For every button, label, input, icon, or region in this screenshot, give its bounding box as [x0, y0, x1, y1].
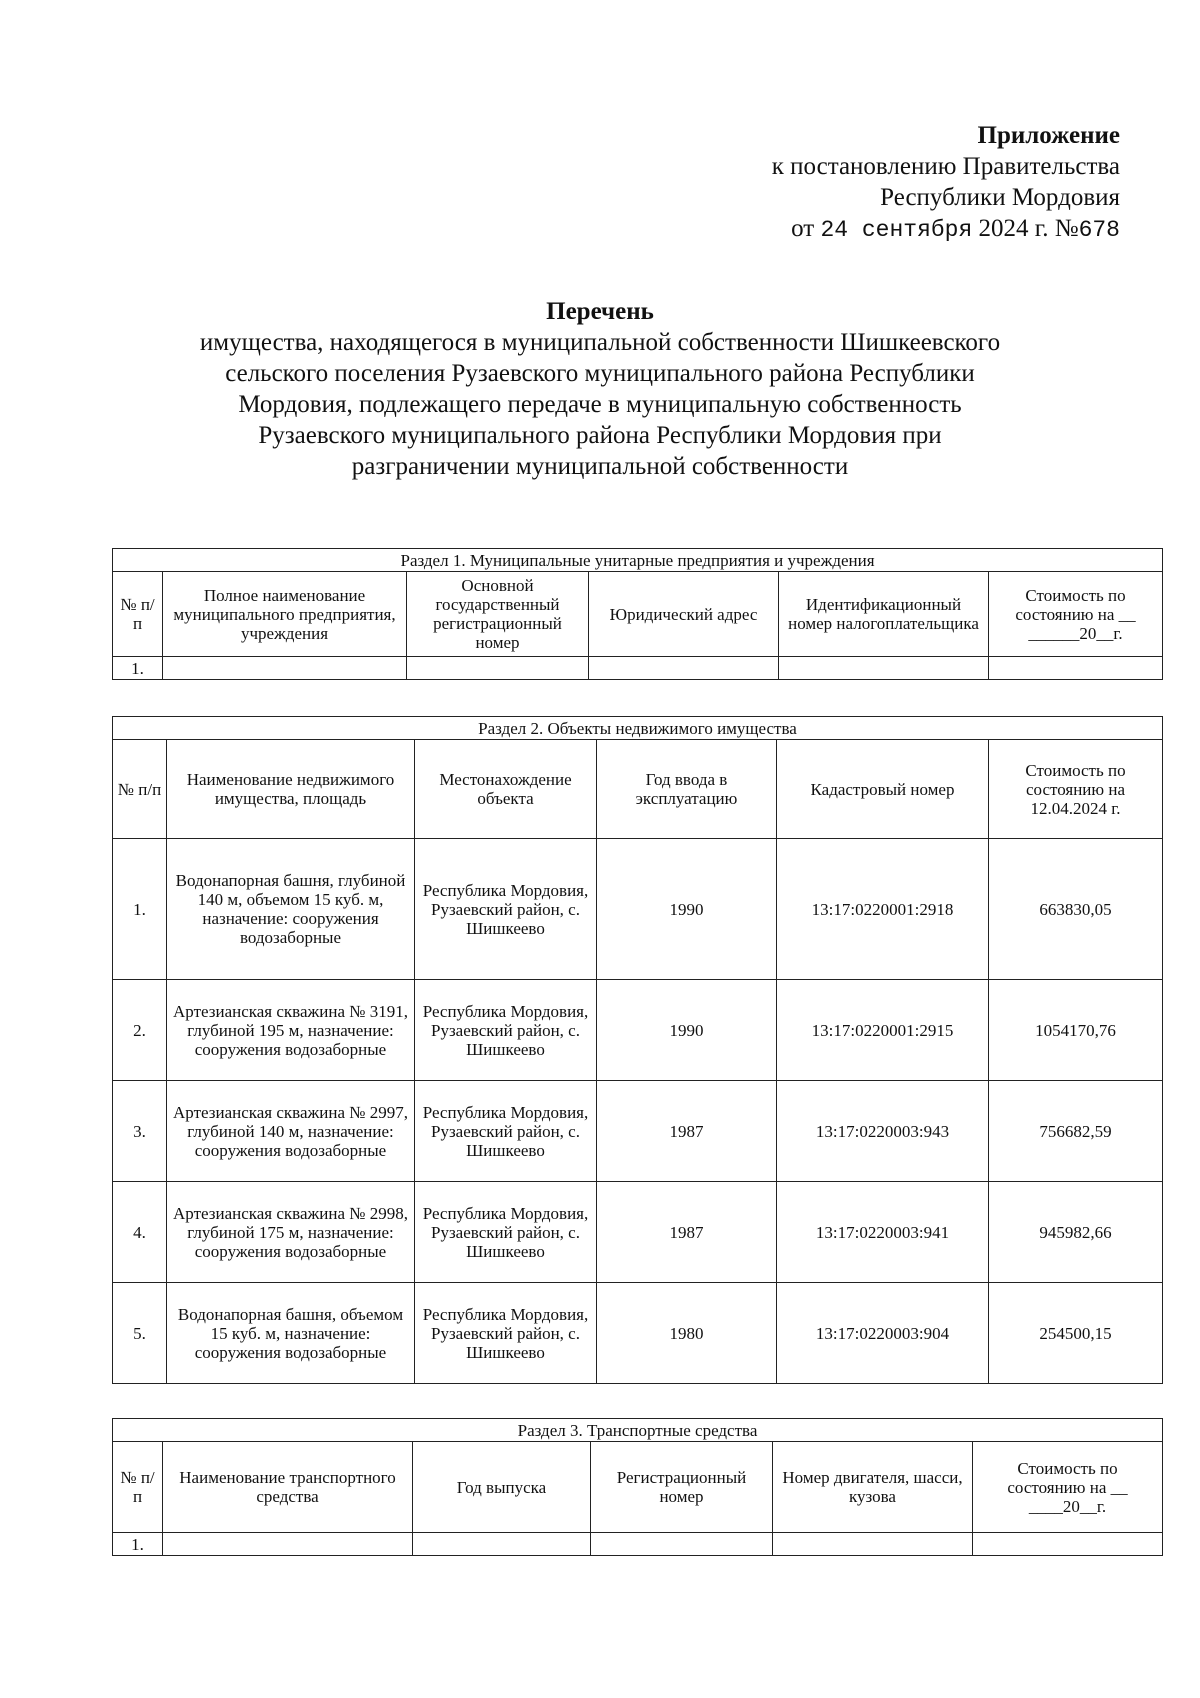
table-cell: Республика Мордовия, Рузаевский район, с. Шишкеево [415, 1081, 597, 1182]
col-header-cost: Стоимость по состоянию на __ ______20__г. [989, 572, 1163, 657]
document-title [160, 296, 1040, 482]
table-cell: 1. [113, 839, 167, 980]
section2-table [112, 716, 1163, 1384]
table-cell: 13:17:0220003:943 [777, 1081, 989, 1182]
table-cell [779, 657, 989, 680]
table-cell: Артезианская скважина № 3191, глубиной 195 м, назначение: сооружения водозаборные [167, 980, 415, 1081]
col-header-number: № п/п [113, 740, 167, 839]
col-header-vehicle-name: Наименование транспортного средства [163, 1442, 413, 1533]
table-cell [591, 1533, 773, 1556]
table-cell: Артезианская скважина № 2997, глубиной 140 м, назначение: сооружения водозаборные [167, 1081, 415, 1182]
table-row [113, 1533, 1163, 1556]
appendix-line-1: к постановлению Правительства [771, 153, 1120, 180]
section3-table [112, 1418, 1163, 1556]
table-cell: Республика Мордовия, Рузаевский район, с. Шишкеево [415, 1283, 597, 1384]
table-cell: Республика Мордовия, Рузаевский район, с. Шишкеево [415, 1182, 597, 1283]
table-cell: 1990 [597, 980, 777, 1081]
section3-title: Раздел 3. Транспортные средства [113, 1419, 1163, 1442]
appendix-title: Приложение [977, 122, 1120, 149]
appendix-line-2: Республики Мордовия [880, 184, 1120, 211]
appendix-block [772, 120, 1120, 246]
title-subtitle-3: Мордовия, подлежащего передаче в муниципальную собственность [238, 391, 962, 418]
date-prefix: от [791, 215, 815, 242]
col-header-cadastral-number: Кадастровый номер [777, 740, 989, 839]
table-cell: Республика Мордовия, Рузаевский район, с. Шишкеево [415, 839, 597, 980]
title-subtitle-1: имущества, находящегося в муниципальной собственности Шишкеевского [199, 329, 1001, 356]
col-header-legal-address: Юридический адрес [589, 572, 779, 657]
date-year: 2024 г. № [978, 215, 1079, 242]
col-header-year: Год выпуска [413, 1442, 591, 1533]
table-cell: 1990 [597, 839, 777, 980]
table-cell: 4. [113, 1182, 167, 1283]
title-subtitle-5: разграничении муниципальной собственности [351, 453, 849, 480]
table-cell [773, 1533, 973, 1556]
table-cell: 1. [113, 657, 163, 680]
table-cell: 5. [113, 1283, 167, 1384]
col-header-cost: Стоимость по состоянию на 12.04.2024 г. [989, 740, 1163, 839]
col-header-year: Год ввода в эксплуатацию [597, 740, 777, 839]
table-row [113, 657, 1163, 680]
date-handwritten: 24 сентября [820, 217, 973, 243]
table-cell [163, 1533, 413, 1556]
table-cell [407, 657, 589, 680]
table-cell: 1987 [597, 1182, 777, 1283]
table-cell: 1980 [597, 1283, 777, 1384]
table-cell: 756682,59 [989, 1081, 1163, 1182]
title-subtitle-2: сельского поселения Рузаевского муниципального района Республики [225, 360, 975, 387]
title-subtitle-4: Рузаевского муниципального района Республики Мордовия при [258, 422, 942, 449]
col-header-number: № п/п [113, 1442, 163, 1533]
table-row [113, 839, 1163, 980]
table-cell [413, 1533, 591, 1556]
section1-table [112, 548, 1163, 680]
table-cell [163, 657, 407, 680]
table-row [113, 1182, 1163, 1283]
table-cell: 663830,05 [989, 839, 1163, 980]
col-header-cost: Стоимость по состоянию на __ ____20__г. [973, 1442, 1163, 1533]
col-header-inn: Идентификационный номер налогоплательщика [779, 572, 989, 657]
col-header-engine-number: Номер двигателя, шасси, кузова [773, 1442, 973, 1533]
table-cell: 2. [113, 980, 167, 1081]
table-cell: 13:17:0220001:2918 [777, 839, 989, 980]
table-cell: 945982,66 [989, 1182, 1163, 1283]
col-header-location: Местонахождение объекта [415, 740, 597, 839]
table-cell: 13:17:0220001:2915 [777, 980, 989, 1081]
table-cell [989, 657, 1163, 680]
table-cell: Водонапорная башня, глубиной 140 м, объемом 15 куб. м, назначение: сооружения водозаборные [167, 839, 415, 980]
table-cell: 3. [113, 1081, 167, 1182]
col-header-property-name: Наименование недвижимого имущества, площадь [167, 740, 415, 839]
table-row [113, 1081, 1163, 1182]
table-cell: 1. [113, 1533, 163, 1556]
col-header-registration-number: Регистрационный номер [591, 1442, 773, 1533]
table-cell [973, 1533, 1163, 1556]
table-cell: 254500,15 [989, 1283, 1163, 1384]
title-main: Перечень [546, 298, 654, 325]
table-cell: 13:17:0220003:941 [777, 1182, 989, 1283]
table-row [113, 980, 1163, 1081]
col-header-number: № п/п [113, 572, 163, 657]
table-cell: Водонапорная башня, объемом 15 куб. м, назначение: сооружения водозаборные [167, 1283, 415, 1384]
table-cell: 13:17:0220003:904 [777, 1283, 989, 1384]
table-cell: 1987 [597, 1081, 777, 1182]
col-header-enterprise-name: Полное наименование муниципального предприятия, учреждения [163, 572, 407, 657]
table-cell: Артезианская скважина № 2998, глубиной 175 м, назначение: сооружения водозаборные [167, 1182, 415, 1283]
table-cell: 1054170,76 [989, 980, 1163, 1081]
table-row [113, 1283, 1163, 1384]
decree-number: 678 [1078, 217, 1120, 243]
appendix-date [772, 213, 1120, 246]
table-cell [589, 657, 779, 680]
section2-title: Раздел 2. Объекты недвижимого имущества [113, 717, 1163, 740]
section1-title: Раздел 1. Муниципальные унитарные предприятия и учреждения [113, 549, 1163, 572]
col-header-ogrn: Основной государственный регистрационный номер [407, 572, 589, 657]
table-cell: Республика Мордовия, Рузаевский район, с. Шишкеево [415, 980, 597, 1081]
